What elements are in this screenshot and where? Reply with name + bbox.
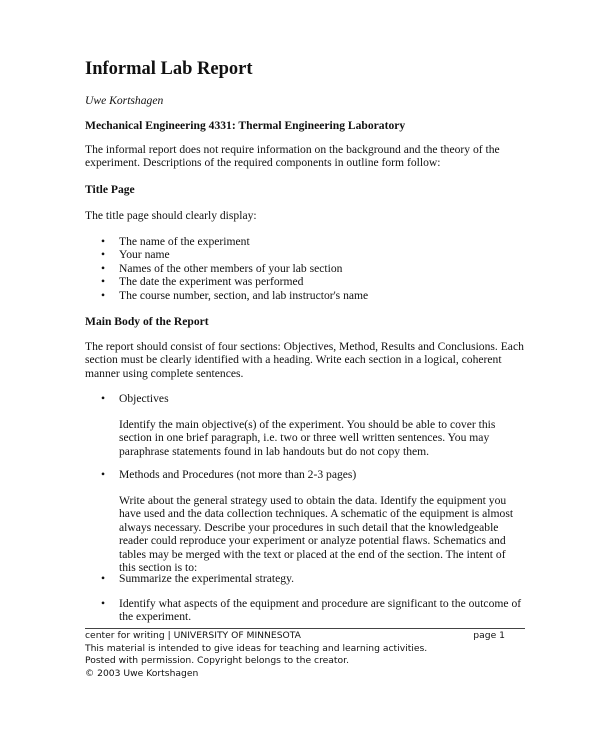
list-item: • The name of the experiment — [85, 235, 368, 248]
footer-divider — [85, 628, 525, 629]
footer-source: center for writing | UNIVERSITY OF MINNESOTA — [85, 630, 301, 641]
footer-permission: Posted with permission. Copyright belongs to the creator. — [85, 655, 350, 667]
list-item: • The course number, section, and lab instructor's name — [85, 289, 368, 302]
main-body-lead: The report should consist of four sections: Objectives, Method, Results and Conclusions. Each section must be clearly identified with a heading. Write each section in a logical, coherent manner using complete sentences. — [85, 340, 524, 380]
main-body-heading: Main Body of the Report — [85, 315, 209, 328]
page-footer — [85, 630, 525, 680]
list-item: • Your name — [85, 248, 368, 261]
title-page-lead: The title page should clearly display: — [85, 209, 257, 222]
title-page-list — [85, 235, 368, 302]
list-item: • Names of the other members of your lab section — [85, 262, 368, 275]
methods-text: Write about the general strategy used to obtain the data. Identify the equipment you have used and the data collection techniques. A schematic of the equipment is almost always necessary. Describe your procedures in such detail that the knowledgeable reader could reproduce your experiment or analyze potential flaws. Schematics and tables may be merged with the text or placed at the end of the section. The intent of this section is to: — [119, 494, 514, 575]
summarize-bullet: • Summarize the experimental strategy. — [85, 572, 529, 585]
footer-note: This material is intended to give ideas for teaching and learning activities. — [85, 642, 428, 654]
identify-bullet: • Identify what aspects of the equipment and procedure are significant to the outcome of the experiment. — [85, 597, 529, 624]
list-item: • The date the experiment was performed — [85, 275, 368, 288]
course-title: Mechanical Engineering 4331: Thermal Engineering Laboratory — [85, 119, 406, 132]
intro-paragraph: The informal report does not require information on the background and the theory of the experiment. Descriptions of the required components in outline form follow: — [85, 143, 500, 170]
page-number: page 1 — [473, 630, 505, 641]
objectives-text: Identify the main objective(s) of the experiment. You should be able to cover this section in one brief paragraph, i.e. two or three well written sentences. You may paraphrase statements found in lab handouts but do not copy them. — [119, 418, 496, 458]
objectives-bullet: • Objectives — [85, 392, 529, 405]
document-title: Informal Lab Report — [85, 59, 253, 79]
title-page-heading: Title Page — [85, 183, 135, 196]
author-name: Uwe Kortshagen — [85, 94, 164, 107]
footer-copyright: © 2003 Uwe Kortshagen — [85, 667, 199, 679]
methods-bullet: • Methods and Procedures (not more than 2-3 pages) — [85, 468, 529, 481]
